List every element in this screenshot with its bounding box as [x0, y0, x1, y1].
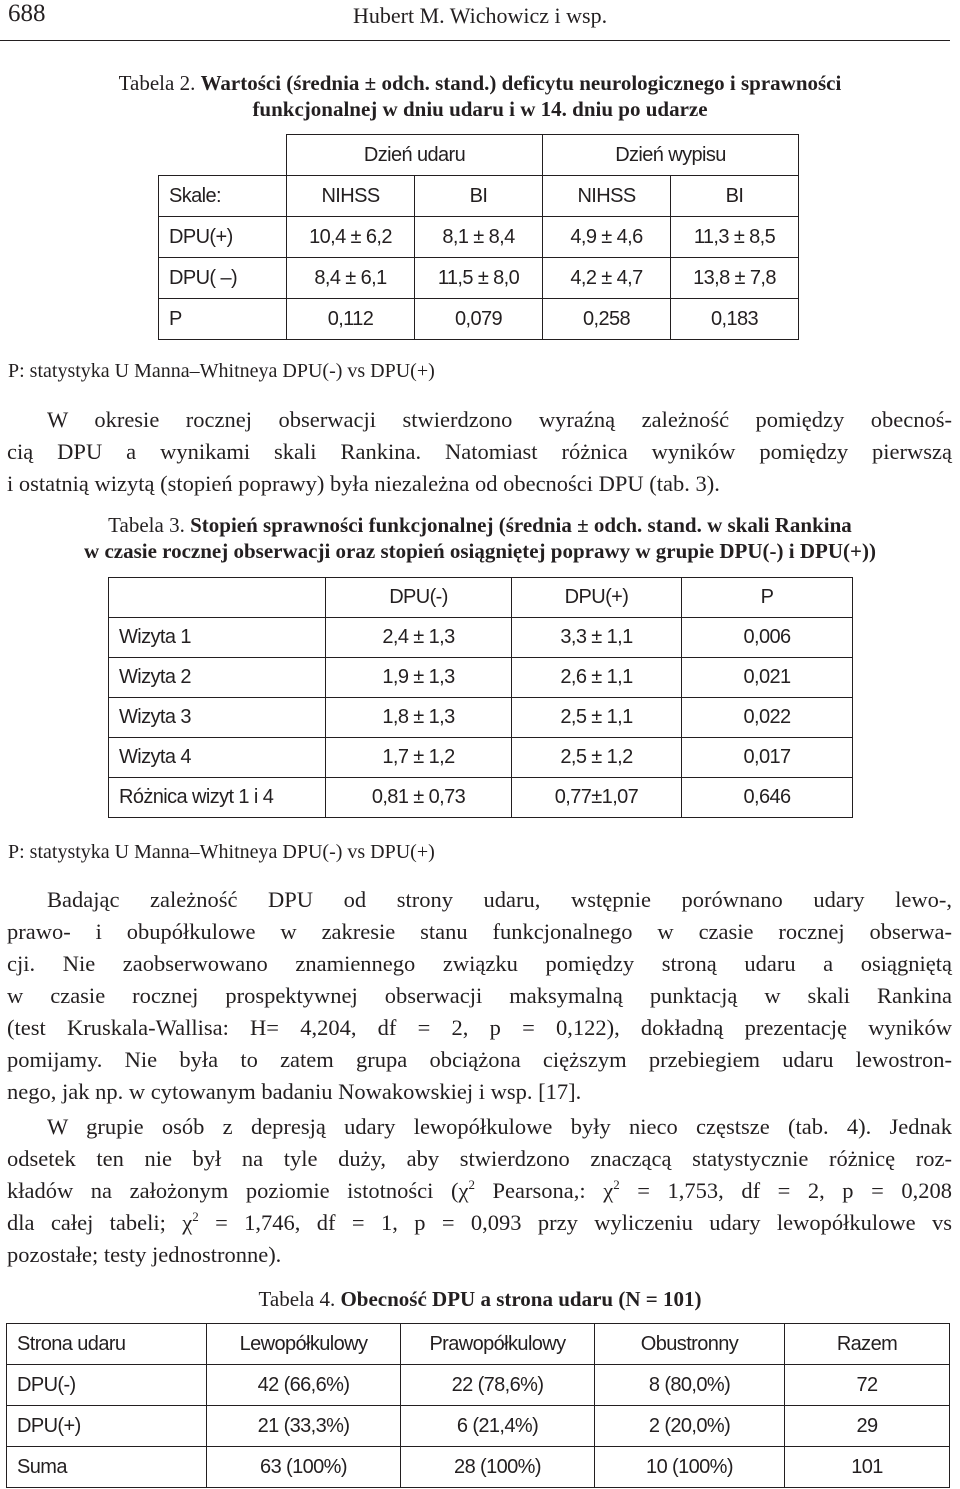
table-cell: 1,7 ± 1,2 — [326, 738, 512, 778]
text-line: W okresie rocznej obserwacji stwierdzono wyraźną zależność pomiędzy obecnoś- — [47, 407, 952, 432]
table2-corner-cell — [159, 135, 287, 176]
superscript: 2 — [613, 1177, 620, 1192]
table2-row-label: Skale: — [159, 176, 287, 217]
table3-column-header: DPU(+) — [512, 578, 682, 618]
superscript: 2 — [192, 1209, 199, 1224]
table-cell: 4,9 ± 4,6 — [543, 217, 671, 258]
text-line: Badając zależność DPU od strony udaru, wstępnie porównano udary lewo-, — [47, 887, 952, 912]
table4-column-header: Prawopółkulowy — [401, 1324, 595, 1365]
table-cell: 101 — [785, 1447, 950, 1488]
table-cell: 21 (33,3%) — [207, 1406, 401, 1447]
table4-column-header: Obustronny — [595, 1324, 785, 1365]
table-cell: 2,4 ± 1,3 — [326, 618, 512, 658]
table3 — [108, 577, 853, 818]
table-cell: 13,8 ± 7,8 — [671, 258, 799, 299]
table-cell: 0,77±1,07 — [512, 778, 682, 818]
table2-caption-title-1: Wartości (średnia ± odch. stand.) deficytu neurologicznego i sprawności — [200, 71, 842, 95]
table4 — [6, 1323, 950, 1488]
table-row — [7, 1447, 950, 1488]
page-number: 688 — [8, 0, 46, 27]
table-cell: 0,112 — [287, 299, 415, 340]
table-row — [7, 1365, 950, 1406]
table-row — [159, 258, 799, 299]
table-cell: 42 (66,6%) — [207, 1365, 401, 1406]
table2-scale-header: BI — [415, 176, 543, 217]
table2-caption-label: Tabela 2. — [118, 71, 196, 95]
table-cell: 0,183 — [671, 299, 799, 340]
table4-caption-title: Obecność DPU a strona udaru (N = 101) — [340, 1287, 702, 1311]
table-row — [159, 217, 799, 258]
table-row — [109, 738, 853, 778]
table-cell: 2,5 ± 1,1 — [512, 698, 682, 738]
text-line: i ostatnią wizytą (stopień poprawy) była niezależna od obecności DPU (tab. 3). — [7, 471, 720, 496]
text-line: prawo- i obupółkulowe w zakresie stanu funkcjonalnego w czasie rocznej obserwa- — [7, 919, 952, 944]
table-cell: 63 (100%) — [207, 1447, 401, 1488]
table-row — [7, 1406, 950, 1447]
table-cell: 4,2 ± 4,7 — [543, 258, 671, 299]
text-fragment: = 1,753, df = 2, p = 0,208 — [619, 1178, 952, 1203]
table4-caption-label: Tabela 4. — [258, 1287, 336, 1311]
text-line — [7, 1207, 952, 1239]
text-line: pomijamy. Nie była to zatem grupa obciążona cięższym przebiegiem udaru lewostron- — [7, 1047, 952, 1072]
table-cell: 1,9 ± 1,3 — [326, 658, 512, 698]
table2-note: P: statystyka U Manna–Whitneya DPU(-) vs DPU(+) — [8, 360, 435, 382]
table-cell: 3,3 ± 1,1 — [512, 618, 682, 658]
text-line: cji. Nie zaobserwowano znamiennego związku pomiędzy stroną udaru a osiągniętą — [7, 951, 952, 976]
table3-row-label: Różnica wizyt 1 i 4 — [109, 778, 326, 818]
header-rule — [0, 40, 950, 41]
table4-row-label: DPU(-) — [7, 1365, 207, 1406]
text-fragment: dla całej tabeli; χ — [7, 1210, 193, 1235]
table2-caption-title-2: funkcjonalnej w dniu udaru i w 14. dniu po udarze — [252, 97, 708, 121]
table-cell: 1,8 ± 1,3 — [326, 698, 512, 738]
table-cell: 8,4 ± 6,1 — [287, 258, 415, 299]
table3-caption-title-1: Stopień sprawności funkcjonalnej (średnia ± odch. stand. w skali Rankina — [190, 513, 852, 537]
table2-scale-header: NIHSS — [543, 176, 671, 217]
table3-row-label: Wizyta 3 — [109, 698, 326, 738]
page-header — [0, 0, 960, 42]
table3-corner-cell — [109, 578, 326, 618]
table3-column-header: P — [682, 578, 853, 618]
table4-caption — [0, 1286, 960, 1312]
text-line: pozostałe; testy jednostronne). — [7, 1242, 282, 1267]
table2-scale-header: BI — [671, 176, 799, 217]
table-cell: 8 (80,0%) — [595, 1365, 785, 1406]
table3-caption — [0, 512, 960, 564]
table-cell: 0,81 ± 0,73 — [326, 778, 512, 818]
text-line: nego, jak np. w cytowanym badaniu Nowakowskiej i wsp. [17]. — [7, 1079, 582, 1104]
table4-header-row — [7, 1324, 950, 1365]
table-cell: 10 (100%) — [595, 1447, 785, 1488]
table2-group-header: Dzień wypisu — [543, 135, 799, 176]
table-cell: 0,006 — [682, 618, 853, 658]
table-cell: 2,6 ± 1,1 — [512, 658, 682, 698]
table2-scale-header: NIHSS — [287, 176, 415, 217]
table-cell: 22 (78,6%) — [401, 1365, 595, 1406]
text-line: odsetek ten nie był na tyle duży, aby stwierdzono znaczącą statystycznie różnicę roz- — [7, 1146, 952, 1171]
table2-group-header-row — [159, 135, 799, 176]
table4-column-header: Razem — [785, 1324, 950, 1365]
table-cell: 0,646 — [682, 778, 853, 818]
text-fragment: kładów na założonym poziomie istotności (χ — [7, 1178, 469, 1203]
paragraph-3 — [7, 1111, 952, 1271]
table-cell: 11,3 ± 8,5 — [671, 217, 799, 258]
table3-column-header: DPU(-) — [326, 578, 512, 618]
table-row — [109, 618, 853, 658]
table-row — [159, 299, 799, 340]
table3-note: P: statystyka U Manna–Whitneya DPU(-) vs DPU(+) — [8, 841, 435, 863]
table-row — [109, 698, 853, 738]
table-row — [109, 778, 853, 818]
table-cell: 72 — [785, 1365, 950, 1406]
table-cell: 28 (100%) — [401, 1447, 595, 1488]
table-cell: 2 (20,0%) — [595, 1406, 785, 1447]
text-line: (test Kruskala-Wallisa: H= 4,204, df = 2, p = 0,122), dokładną prezentację wyników — [7, 1015, 952, 1040]
text-line — [7, 1175, 952, 1207]
table-cell: 0,022 — [682, 698, 853, 738]
superscript: 2 — [468, 1177, 475, 1192]
text-fragment: = 1,746, df = 1, p = 0,093 przy wyliczeniu udary lewopółkulowe vs — [198, 1210, 952, 1235]
paragraph-2 — [7, 884, 952, 1108]
table2-row-label: DPU(+) — [159, 217, 287, 258]
text-line: cią DPU a wynikami skali Rankina. Natomiast różnica wyników pomiędzy pierwszą — [7, 439, 952, 464]
text-line: w czasie rocznej prospektywnej obserwacji maksymalną punktacją w skali Rankina — [7, 983, 952, 1008]
table-cell: 11,5 ± 8,0 — [415, 258, 543, 299]
table-cell: 0,021 — [682, 658, 853, 698]
table2-caption — [40, 70, 920, 122]
table2 — [158, 134, 799, 340]
table-cell: 29 — [785, 1406, 950, 1447]
table-cell: 0,079 — [415, 299, 543, 340]
table-cell: 0,017 — [682, 738, 853, 778]
table4-row-label: Suma — [7, 1447, 207, 1488]
text-fragment: Pearsona,: χ — [474, 1178, 614, 1203]
table-cell: 10,4 ± 6,2 — [287, 217, 415, 258]
table4-column-header: Strona udaru — [7, 1324, 207, 1365]
table3-row-label: Wizyta 1 — [109, 618, 326, 658]
table3-caption-label: Tabela 3. — [108, 513, 185, 537]
running-head: Hubert M. Wichowicz i wsp. — [353, 3, 608, 28]
table3-row-label: Wizyta 4 — [109, 738, 326, 778]
paragraph-1 — [7, 404, 952, 500]
table3-header-row — [109, 578, 853, 618]
table4-row-label: DPU(+) — [7, 1406, 207, 1447]
text-line: W grupie osób z depresją udary lewopółkulowe były nieco częstsze (tab. 4). Jednak — [47, 1114, 952, 1139]
table-cell: 8,1 ± 8,4 — [415, 217, 543, 258]
table2-group-header: Dzień udaru — [287, 135, 543, 176]
table2-scale-row — [159, 176, 799, 217]
table-cell: 2,5 ± 1,2 — [512, 738, 682, 778]
table2-row-label: DPU( –) — [159, 258, 287, 299]
table-cell: 6 (21,4%) — [401, 1406, 595, 1447]
table4-column-header: Lewopółkulowy — [207, 1324, 401, 1365]
table-row — [109, 658, 853, 698]
table3-row-label: Wizyta 2 — [109, 658, 326, 698]
table3-caption-title-2: w czasie rocznej obserwacji oraz stopień osiągniętej poprawy w grupie DPU(-) i DPU(+)) — [84, 539, 876, 563]
table2-row-label: P — [159, 299, 287, 340]
table-cell: 0,258 — [543, 299, 671, 340]
